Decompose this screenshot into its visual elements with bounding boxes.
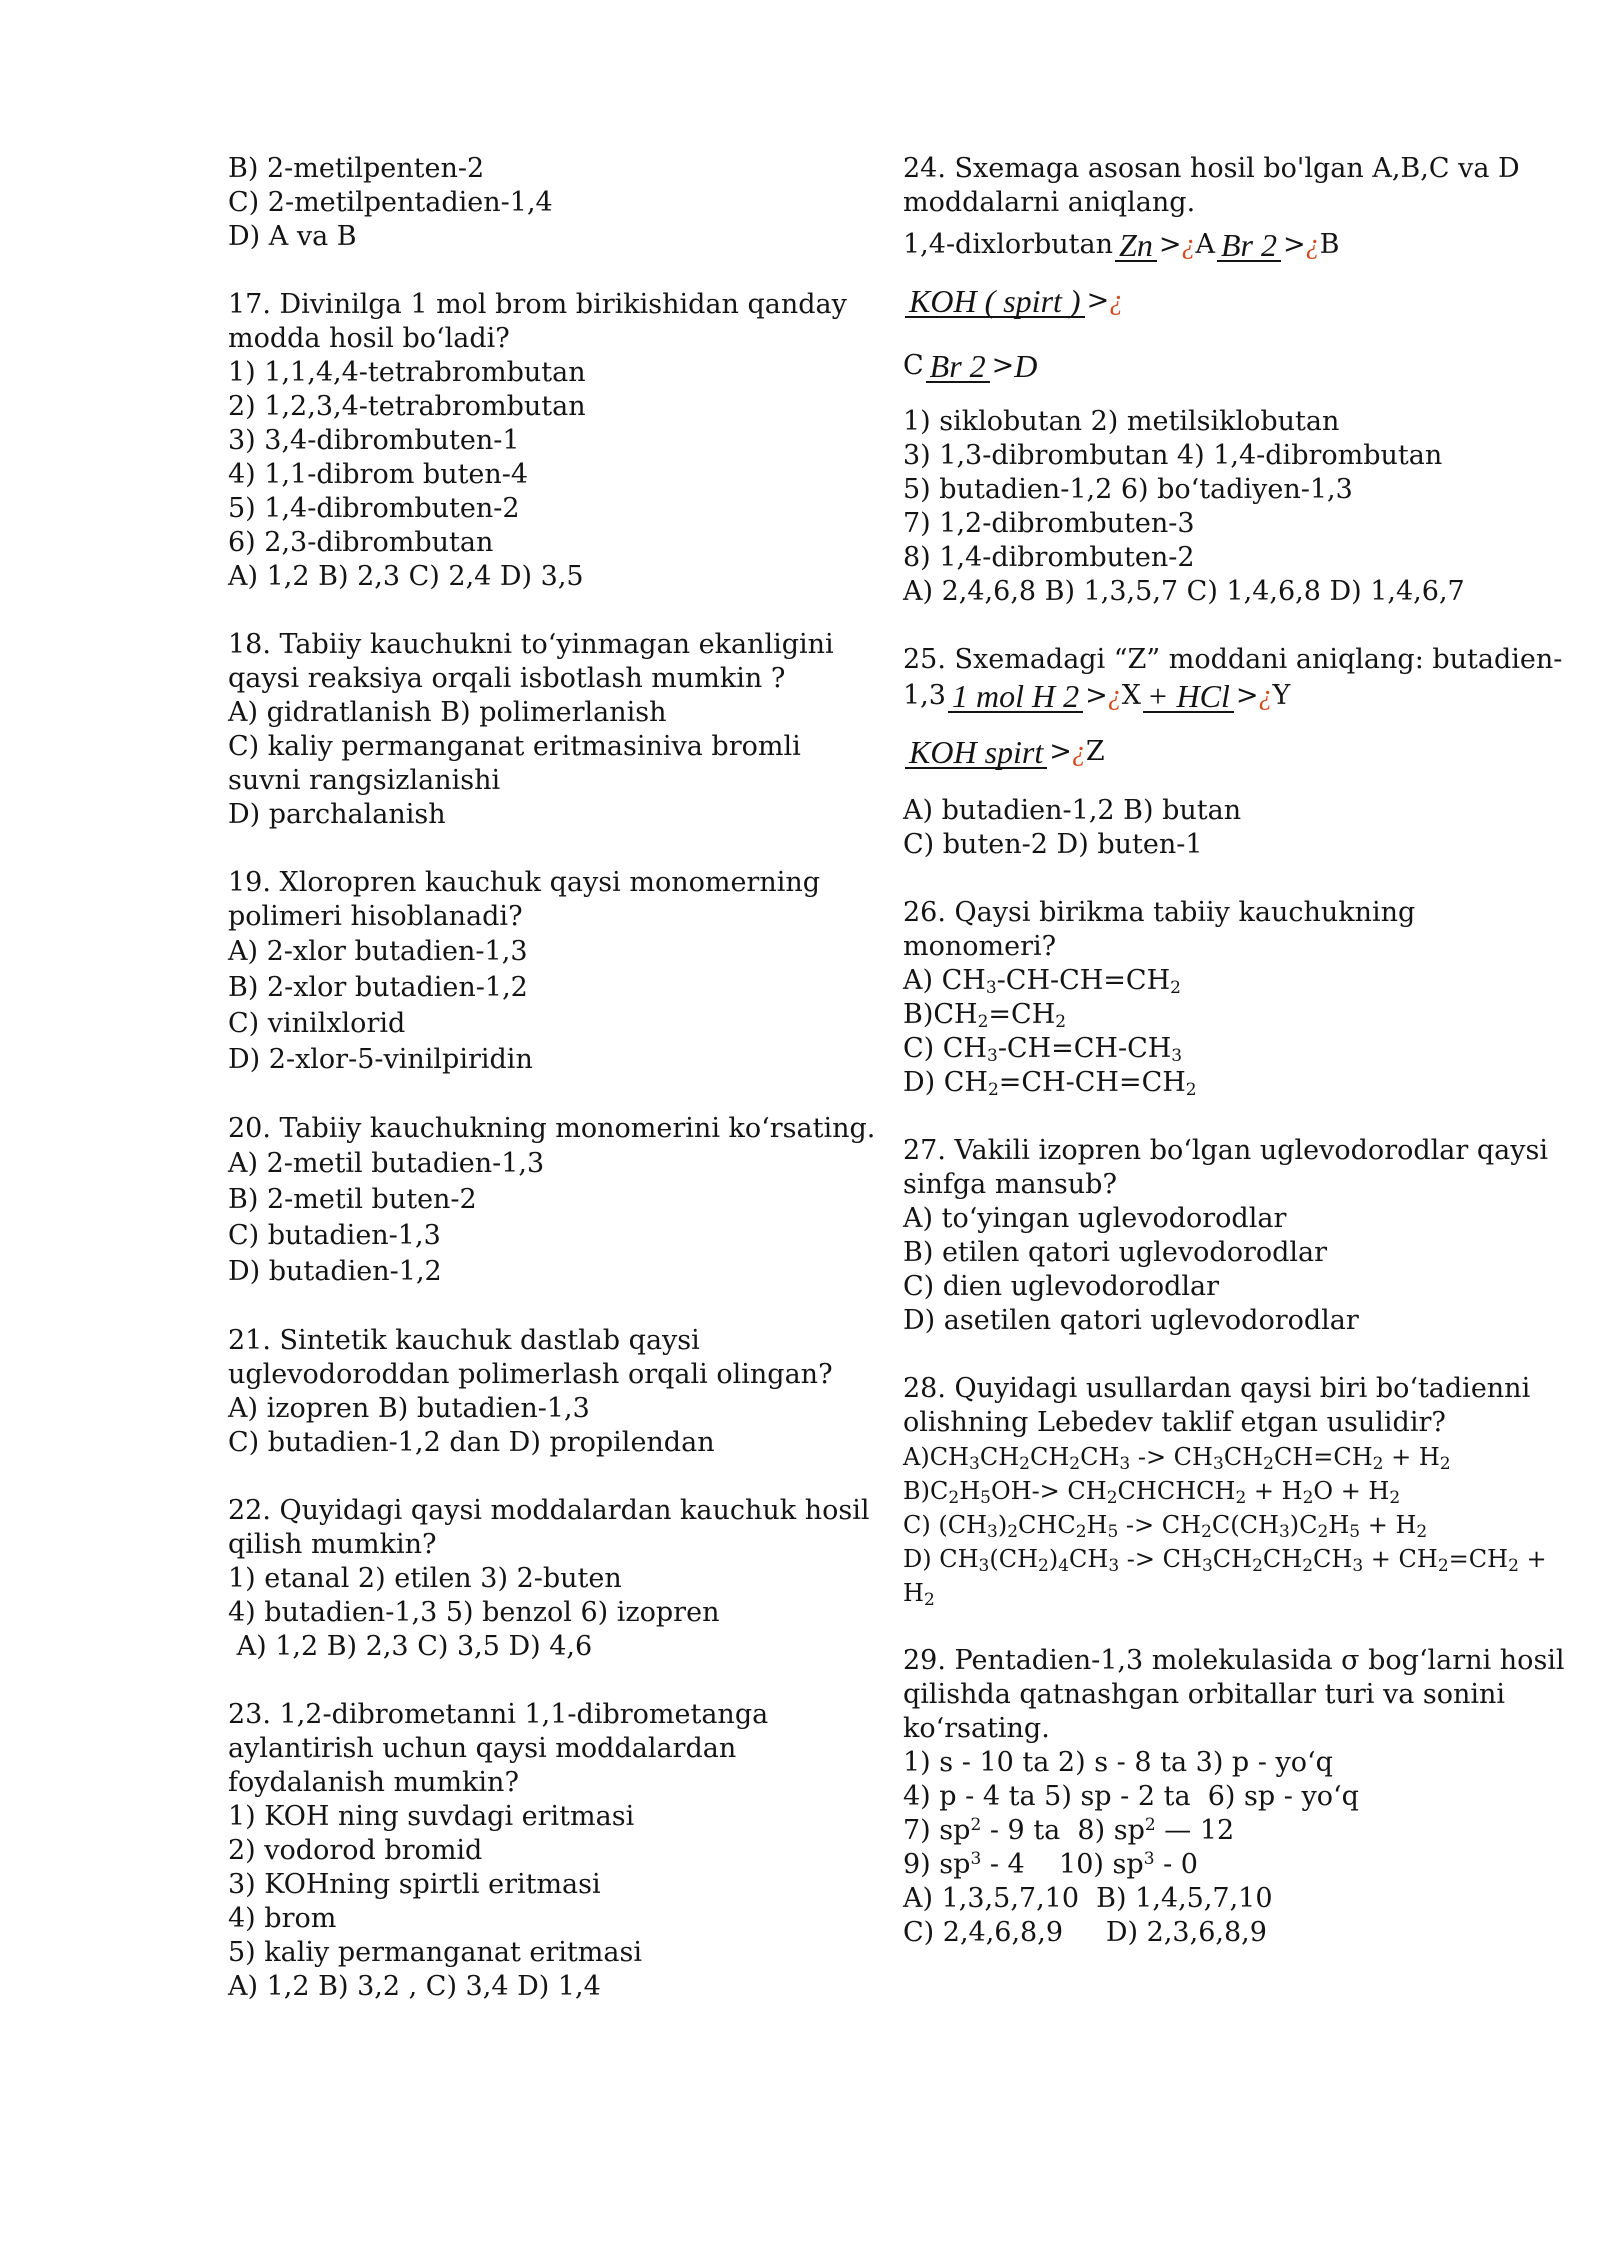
choice: 3) 3,4-dibrombuten-1 xyxy=(228,425,520,456)
product-a: A xyxy=(1195,229,1215,260)
placeholder-mark: ¿ xyxy=(1305,229,1320,260)
answer-option: C) $CH_3-CH=CH-CH_3$ xyxy=(903,1033,1183,1066)
choice: 1) 1,1,4,4-tetrabrombutan xyxy=(228,357,586,388)
answer-option: $B)C_2H_5OH->$ $CH_2CHCHCH_2 + H_2O + H_2$ xyxy=(903,1477,1401,1508)
arrow-head: > xyxy=(991,350,1015,381)
reagent: Zn xyxy=(1115,230,1157,262)
choice: 4) p - 4 ta 5) sp - 2 ta 6) sp - yo‘q xyxy=(903,1781,1359,1812)
placeholder-mark: ¿ xyxy=(1107,680,1122,711)
question-text: 25. Sxemadagi “Z” moddani aniqlang: butadien- xyxy=(903,644,1563,675)
question-text: 29. Pentadien-1,3 molekulasida σ bog‘larni hosil xyxy=(903,1645,1565,1676)
question-text: 27. Vakili izopren bo‘lgan uglevodorodlar qaysi xyxy=(903,1135,1548,1166)
question-text: 21. Sintetik kauchuk dastlab qaysi xyxy=(228,1325,700,1356)
answer-option: A) 2-metil butadien-1,3 xyxy=(228,1148,545,1179)
question-text: 24. Sxemaga asosan hosil bo'lgan A,B,C va D xyxy=(903,153,1520,184)
answer-options: A) gidratlanish B) polimerlanish xyxy=(228,697,667,728)
question-text: sinfga mansub? xyxy=(903,1169,1117,1200)
answer-options: A) izopren B) butadien-1,3 xyxy=(228,1393,590,1424)
question-text: moddalarni aniqlang. xyxy=(903,187,1196,218)
answer-option: D) asetilen qatori uglevodorodlar xyxy=(903,1305,1359,1336)
product-x: X xyxy=(1121,680,1141,711)
answer-option: $H_2$ xyxy=(903,1579,935,1610)
question-20 xyxy=(228,1112,876,1290)
answer-option: $A)CH_3CH_2CH_2CH_3 -> CH_3CH_2CH=CH_2 + H_2$ xyxy=(903,1443,1451,1474)
product-b: B xyxy=(1319,229,1340,260)
question-24 xyxy=(903,152,1520,609)
reaction-scheme-1 xyxy=(903,228,1503,262)
answer-option: A) 2-xlor butadien-1,3 xyxy=(228,936,528,967)
choice: 1) etanal 2) etilen 3) 2-buten xyxy=(228,1563,622,1594)
answer-options: A) 2,4,6,8 B) 1,3,5,7 C) 1,4,6,8 D) 1,4,6,7 xyxy=(903,576,1465,607)
reagent: KOH spirt xyxy=(905,737,1047,769)
question-text: 22. Quyidagi qaysi moddalardan kauchuk hosil xyxy=(228,1495,870,1526)
choice: 1) siklobutan 2) metilsiklobutan xyxy=(903,406,1340,437)
placeholder-mark: ¿ xyxy=(1181,229,1196,260)
choice: 5) kaliy permanganat eritmasi xyxy=(228,1937,642,1968)
answer-options: C) butadien-1,2 dan D) propilendan xyxy=(228,1427,715,1458)
answer-options: C) buten-2 D) buten-1 xyxy=(903,829,1203,860)
answer-option: D) 2-xlor-5-vinilpiridin xyxy=(228,1044,533,1075)
reaction-scheme-2 xyxy=(903,284,1503,321)
question-text: 18. Tabiiy kauchukni to‘yinmagan ekanligini xyxy=(228,629,834,660)
arrow-head: > xyxy=(1282,229,1306,260)
answer-option: B) 2-metil buten-2 xyxy=(228,1184,477,1215)
answer-options: A) 1,3,5,7,10 B) 1,4,5,7,10 xyxy=(903,1883,1273,1914)
question-text: ko‘rsating. xyxy=(903,1713,1050,1744)
reagent: 1 mol H 2 xyxy=(948,681,1083,713)
question-text: modda hosil bo‘ladi? xyxy=(228,323,510,354)
question-27 xyxy=(903,1134,1548,1338)
question-text: polimeri hisoblanadi? xyxy=(228,901,523,932)
answer-option: C) $(CH_3)_2CHC_2H_5 -> CH_2C(CH_3)C_2H_5 + H_2$ xyxy=(903,1511,1428,1542)
answer-options: A) 1,2 B) 2,3 C) 2,4 D) 3,5 xyxy=(228,561,584,592)
reaction-arrow xyxy=(905,734,1047,770)
reactant: 1,4-dixlorbutan xyxy=(903,229,1114,260)
option-b: B) 2-metilpenten-2 xyxy=(228,153,485,184)
question-text: monomeri? xyxy=(903,931,1057,962)
question-18 xyxy=(228,628,868,832)
question-text: olishning Lebedev taklif etgan usulidir? xyxy=(903,1407,1446,1438)
question-text: foydalanish mumkin? xyxy=(228,1767,519,1798)
question-text: 23. 1,2-dibrometanni 1,1-dibrometanga xyxy=(228,1699,769,1730)
arrow-head: > xyxy=(1049,736,1072,767)
reagent: KOH ( spirt ) xyxy=(905,286,1085,318)
placeholder-mark: ¿ xyxy=(1258,680,1273,711)
left-column xyxy=(228,152,876,2004)
answer-option: B) 2-xlor butadien-1,2 xyxy=(228,972,528,1003)
option-c: C) 2-metilpentadien-1,4 xyxy=(228,187,553,218)
choice: 7) 1,2-dibrombuten-3 xyxy=(903,508,1195,539)
reagent: + HCl xyxy=(1143,681,1234,713)
choice: 2) 1,2,3,4-tetrabrombutan xyxy=(228,391,586,422)
reaction-arrow xyxy=(926,348,990,384)
choice: 5) butadien-1,2 6) bo‘tadiyen-1,3 xyxy=(903,474,1353,505)
placeholder-mark: ¿ xyxy=(1109,285,1124,316)
reaction-scheme-3 xyxy=(903,349,1503,383)
reaction-arrow xyxy=(948,678,1083,714)
right-column xyxy=(903,152,1565,1950)
option-d: D) A va B xyxy=(228,221,357,252)
answer-option: A) to‘yingan uglevodorodlar xyxy=(903,1203,1287,1234)
choice: 7) $sp^2 - 9$ ta 8) $sp^2$ — 12 xyxy=(903,1815,1235,1846)
answer-options: A) 1,2 B) 3,2 , C) 3,4 D) 1,4 xyxy=(228,1971,601,2002)
reagent: Br 2 xyxy=(926,351,990,383)
answer-options: C) 2,4,6,8,9 D) 2,3,6,8,9 xyxy=(903,1917,1267,1948)
choice: 3) KOHning spirtli eritmasi xyxy=(228,1869,601,1900)
answer-option: D) $CH_3(CH_2)_4CH_3 -> CH_3CH_2CH_2CH_3 + CH_2=CH_2$ + xyxy=(903,1545,1547,1576)
arrow-head: > xyxy=(1085,680,1108,711)
question-17 xyxy=(228,288,868,594)
answer-option: B) etilen qatori uglevodorodlar xyxy=(903,1237,1328,1268)
placeholder-mark: ¿ xyxy=(1071,736,1086,767)
question-text: aylantirish uchun qaysi moddalardan xyxy=(228,1733,737,1764)
answer-option: A) $CH_3-CH-CH=CH_2$ xyxy=(903,965,1181,998)
choice: 3) 1,3-dibrombutan 4) 1,4-dibrombutan xyxy=(903,440,1443,471)
arrow-head: > xyxy=(1158,229,1182,260)
question-16-tail xyxy=(228,152,868,254)
product-c: C xyxy=(903,350,924,381)
answer-option: $B)CH_2=CH_2$ xyxy=(903,999,1067,1032)
choice: 4) 1,1-dibrom buten-4 xyxy=(228,459,529,490)
choice: 1) KOH ning suvdagi eritmasi xyxy=(228,1801,635,1832)
answer-options: suvni rangsizlanishi xyxy=(228,765,501,796)
arrow-head: > xyxy=(1086,285,1110,316)
choice: 5) 1,4-dibrombuten-2 xyxy=(228,493,520,524)
question-text: 28. Quyidagi usullardan qaysi biri bo‘tadienni xyxy=(903,1373,1531,1404)
reagent: Br 2 xyxy=(1217,230,1281,262)
reaction-arrow xyxy=(1217,227,1281,263)
question-text: 17. Divinilga 1 mol brom birikishidan qanday xyxy=(228,289,847,320)
choice: 9) $sp^3 - 4$ 10) $sp^3 - 0$ xyxy=(903,1849,1198,1880)
reaction-arrow xyxy=(1143,678,1234,714)
arrow-head: > xyxy=(1235,680,1259,711)
choice: 2) vodorod bromid xyxy=(228,1835,483,1866)
answer-options: A) butadien-1,2 B) butan xyxy=(903,795,1242,826)
question-text: qilish mumkin? xyxy=(228,1529,437,1560)
choice: 4) butadien-1,3 5) benzol 6) izopren xyxy=(228,1597,720,1628)
question-25 xyxy=(903,643,1563,862)
choice: 8) 1,4-dibrombuten-2 xyxy=(903,542,1195,573)
product-d: D xyxy=(1014,348,1038,384)
answer-option: D) butadien-1,2 xyxy=(228,1256,442,1287)
answer-options: D) parchalanish xyxy=(228,799,446,830)
choice: 6) 2,3-dibrombutan xyxy=(228,527,494,558)
question-23 xyxy=(228,1698,868,2004)
question-28 xyxy=(903,1372,1547,1610)
question-text: 20. Tabiiy kauchukning monomerini ko‘rsating. xyxy=(228,1113,876,1144)
answer-option: D) $CH_2=CH-CH=CH_2$ xyxy=(903,1067,1197,1100)
answer-option: C) vinilxlorid xyxy=(228,1008,406,1039)
reaction-arrow xyxy=(905,283,1085,319)
answer-option: C) butadien-1,3 xyxy=(228,1220,441,1251)
question-21 xyxy=(228,1324,868,1460)
question-26 xyxy=(903,896,1503,1100)
choice: 4) brom xyxy=(228,1903,337,1934)
answer-options: C) kaliy permanganat eritmasiniva bromli xyxy=(228,731,801,762)
question-29 xyxy=(903,1644,1565,1950)
answer-option: C) dien uglevodorodlar xyxy=(903,1271,1220,1302)
question-text: uglevodoroddan polimerlash orqali olingan? xyxy=(228,1359,833,1390)
reactant: 1,3 xyxy=(903,680,946,711)
reaction-scheme-2 xyxy=(903,735,1503,772)
question-text: qilishda qatnashgan orbitallar turi va sonini xyxy=(903,1679,1506,1710)
question-19 xyxy=(228,866,868,1078)
question-text: 19. Xloropren kauchuk qaysi monomerning xyxy=(228,867,821,898)
choice: 1) s - 10 ta 2) s - 8 ta 3) p - yo‘q xyxy=(903,1747,1333,1778)
reaction-arrow xyxy=(1115,227,1157,263)
product-y: Y xyxy=(1272,680,1291,711)
answer-options: A) 1,2 B) 2,3 C) 3,5 D) 4,6 xyxy=(228,1631,593,1662)
question-22 xyxy=(228,1494,868,1664)
reaction-scheme xyxy=(903,679,1503,713)
question-text: qaysi reaksiya orqali isbotlash mumkin ? xyxy=(228,663,786,694)
question-text: 26. Qaysi birikma tabiiy kauchukning xyxy=(903,897,1416,928)
product-z: Z xyxy=(1085,736,1105,767)
